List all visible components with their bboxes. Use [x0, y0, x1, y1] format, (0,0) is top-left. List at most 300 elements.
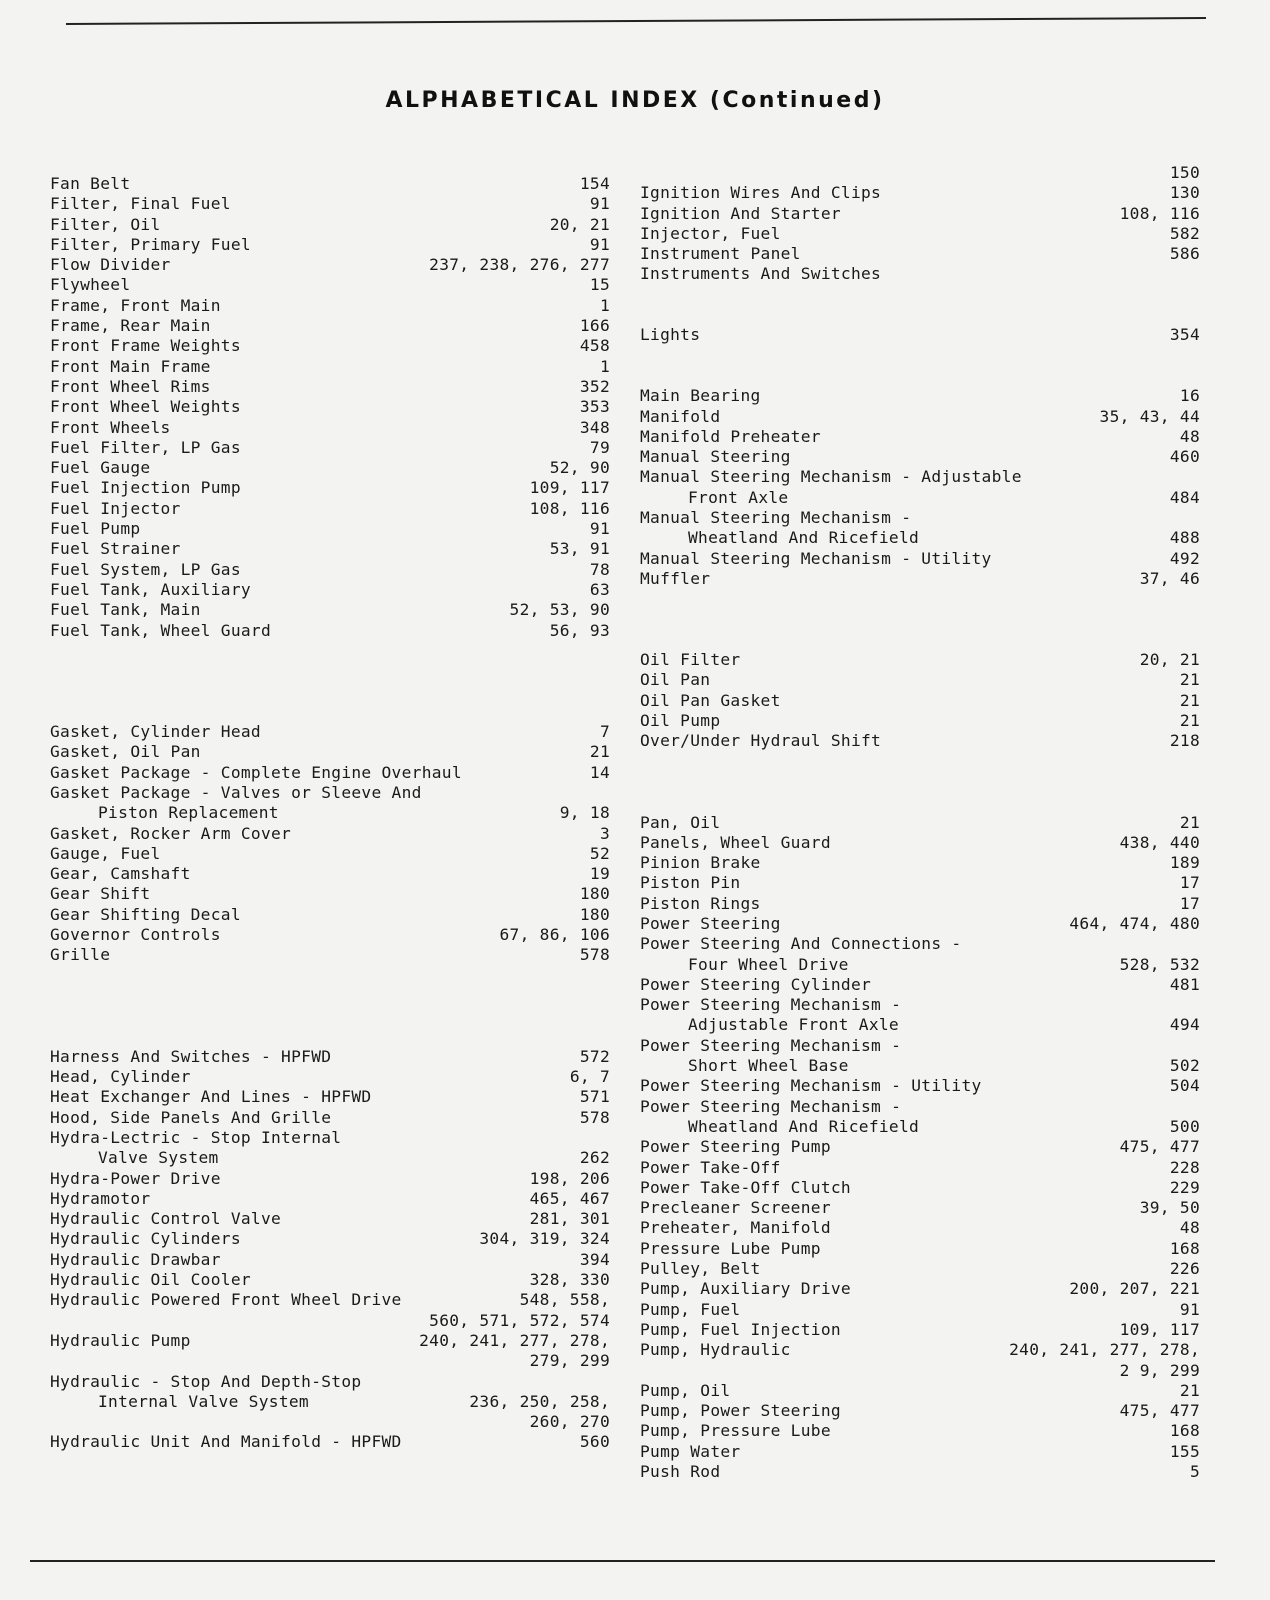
entry-name: Gear, Camshaft: [50, 864, 191, 884]
entry-name: Power Steering Pump: [640, 1137, 831, 1157]
entry-name: Hydraulic Control Valve: [50, 1209, 282, 1229]
index-entry: [50, 1148, 610, 1168]
entry-name: Flywheel: [50, 275, 131, 295]
entry-pages: 15: [589, 275, 610, 295]
left-index-column: [50, 174, 610, 1453]
entry-pages: 180: [579, 904, 610, 924]
entry-name: Hydramotor: [50, 1188, 151, 1208]
entry-pages: 63: [589, 579, 610, 599]
entry-name: Main Bearing: [640, 386, 761, 406]
index-entry: [50, 255, 610, 275]
entry-name: Hydraulic Cylinders: [50, 1229, 241, 1249]
index-entry: [640, 325, 1200, 345]
entry-name: Power Steering Mechanism - Utility: [640, 1076, 982, 1096]
index-entry: [640, 1137, 1200, 1157]
entry-name: Wheatland And Ricefield: [688, 1116, 920, 1136]
entry-pages: 200, 207, 221: [1069, 1279, 1200, 1299]
index-entry: [50, 864, 610, 884]
entry-pages: 353: [579, 397, 610, 417]
entry-name: Four Wheel Drive: [688, 954, 849, 974]
entry-name: Fuel Tank, Auxiliary: [50, 579, 251, 599]
index-entry: [640, 934, 1200, 954]
entry-pages: 108, 116: [1119, 203, 1200, 223]
entry-name: Hood, Side Panels And Grille: [50, 1107, 332, 1127]
index-entry: [640, 528, 1200, 548]
entry-name: Hydraulic - Stop And Depth-Stop: [50, 1371, 362, 1391]
entry-pages: 328, 330: [529, 1270, 610, 1290]
section-spacer: [640, 366, 1200, 386]
index-entry: [50, 1128, 610, 1148]
entry-name: Manual Steering: [640, 447, 791, 467]
entry-name: Gear Shifting Decal: [50, 904, 241, 924]
entry-name: Pump, Fuel Injection: [640, 1319, 841, 1339]
entry-pages: 168: [1169, 1238, 1200, 1258]
entry-name: Heat Exchanger And Lines - HPFWD: [50, 1087, 372, 1107]
entry-pages: 9, 18: [559, 803, 610, 823]
index-entry: [640, 670, 1200, 690]
index-entry: [50, 803, 610, 823]
entry-pages: 481: [1169, 974, 1200, 994]
entry-pages: 465, 467: [529, 1188, 610, 1208]
entry-name: Fuel Tank, Main: [50, 600, 201, 620]
entry-pages: 48: [1179, 1218, 1200, 1238]
entry-name: Filter, Oil: [50, 214, 161, 234]
entry-name: Frame, Front Main: [50, 295, 221, 315]
entry-name: Filter, Primary Fuel: [50, 234, 251, 254]
entry-pages: 150: [1169, 163, 1200, 182]
index-entry: [50, 499, 610, 519]
index-entry: [50, 336, 610, 356]
entry-pages: 21: [589, 742, 610, 762]
section-spacer: [640, 285, 1200, 305]
entry-pages: 37, 46: [1139, 568, 1200, 588]
entry-pages: 458: [579, 336, 610, 356]
entry-pages: 17: [1179, 873, 1200, 893]
entry-pages: 91: [1179, 1299, 1200, 1319]
index-entry: [50, 1432, 610, 1452]
entry-pages: 586: [1169, 244, 1200, 264]
index-entry: [640, 407, 1200, 427]
index-entry: [50, 438, 610, 458]
entry-pages: 21: [1179, 812, 1200, 832]
entry-pages: 281, 301: [529, 1209, 610, 1229]
index-entry: [50, 1250, 610, 1270]
index-entry: [50, 1169, 610, 1189]
index-entry: [50, 742, 610, 762]
entry-name: Hydraulic Powered Front Wheel Drive: [50, 1290, 402, 1310]
entry-name: Front Main Frame: [50, 356, 211, 376]
entry-pages: 52, 90: [549, 458, 610, 478]
section-spacer: [50, 681, 610, 701]
index-entry: [640, 1320, 1200, 1340]
page-title: ALPHABETICAL INDEX (Continued): [385, 88, 885, 113]
entry-name: Oil Pan Gasket: [640, 690, 781, 710]
entry-pages: 528, 532: [1119, 954, 1200, 974]
entry-name: Flow Divider: [50, 255, 171, 275]
entry-pages: 78: [589, 559, 610, 579]
entry-name: Manifold Preheater: [640, 426, 821, 446]
entry-name: Preheater, Manifold: [640, 1218, 831, 1238]
entry-pages: 464, 474, 480: [1069, 913, 1200, 933]
entry-name: Muffler: [640, 568, 711, 588]
index-entry: [50, 1392, 610, 1412]
index-entry: [640, 1279, 1200, 1299]
index-entry: [640, 1361, 1200, 1381]
entry-pages: 236, 250, 258,: [469, 1391, 610, 1411]
right-index-column: [640, 163, 1200, 1482]
index-entry: [640, 508, 1200, 528]
entry-name: Pressure Lube Pump: [640, 1238, 821, 1258]
entry-pages: 548, 558,: [519, 1290, 610, 1310]
section-spacer: [640, 630, 1200, 650]
section-spacer: [50, 966, 610, 986]
entry-name: Pan, Oil: [640, 812, 721, 832]
entry-name: Fuel Injector: [50, 498, 181, 518]
index-entry: [640, 1239, 1200, 1259]
entry-name: Fuel Pump: [50, 519, 141, 539]
index-entry: [640, 1158, 1200, 1178]
index-entry: [640, 813, 1200, 833]
entry-name: Piston Replacement: [98, 803, 279, 823]
entry-pages: 352: [579, 376, 610, 396]
entry-name: Governor Controls: [50, 924, 221, 944]
entry-pages: 571: [579, 1087, 610, 1107]
entry-pages: 19: [589, 864, 610, 884]
entry-pages: 262: [579, 1148, 610, 1168]
entry-pages: 1: [599, 356, 610, 376]
entry-name: Fuel Strainer: [50, 539, 181, 559]
entry-pages: 502: [1169, 1056, 1200, 1076]
bottom-rule: [30, 1560, 1215, 1562]
index-entry: [640, 975, 1200, 995]
entry-name: Head, Cylinder: [50, 1067, 191, 1087]
entry-name: Pump, Oil: [640, 1380, 731, 1400]
index-entry: [640, 894, 1200, 914]
entry-pages: 7: [599, 722, 610, 742]
entry-pages: 3: [599, 823, 610, 843]
index-entry: [50, 722, 610, 742]
entry-name: Pump, Hydraulic: [640, 1340, 791, 1360]
entry-pages: 91: [589, 194, 610, 214]
index-entry: [50, 1311, 610, 1331]
index-entry: [640, 467, 1200, 487]
entry-name: Hydraulic Unit And Manifold - HPFWD: [50, 1432, 402, 1452]
entry-name: Front Axle: [688, 487, 789, 507]
entry-name: Oil Pump: [640, 711, 721, 731]
entry-pages: 109, 117: [1119, 1319, 1200, 1339]
entry-pages: 5: [1189, 1462, 1200, 1481]
entry-pages: 2 9, 299: [1119, 1360, 1200, 1380]
index-entry: [50, 621, 610, 641]
entry-pages: 578: [579, 1107, 610, 1127]
index-entry: [50, 539, 610, 559]
index-section: [640, 650, 1200, 751]
entry-pages: 67, 86, 106: [499, 924, 610, 944]
index-entry: [50, 1067, 610, 1087]
entry-name: Front Wheels: [50, 417, 171, 437]
entry-pages: 52: [589, 843, 610, 863]
entry-name: Harness And Switches - HPFWD: [50, 1046, 332, 1066]
entry-pages: 6, 7: [569, 1067, 610, 1087]
index-entry: [50, 215, 610, 235]
entry-name: Pump, Auxiliary Drive: [640, 1279, 851, 1299]
entry-name: Manual Steering Mechanism -: [640, 508, 912, 528]
entry-name: Precleaner Screener: [640, 1198, 831, 1218]
entry-pages: 35, 43, 44: [1099, 406, 1200, 426]
entry-name: Ignition Wires And Clips: [640, 183, 882, 203]
index-entry: [50, 1412, 610, 1432]
index-entry: [640, 569, 1200, 589]
index-entry: [640, 183, 1200, 203]
entry-name: Hydraulic Oil Cooler: [50, 1270, 251, 1290]
index-entry: [50, 560, 610, 580]
entry-pages: 460: [1169, 447, 1200, 467]
index-entry: [50, 418, 610, 438]
entry-pages: 52, 53, 90: [509, 600, 610, 620]
entry-pages: 578: [579, 945, 610, 965]
entry-name: Pinion Brake: [640, 853, 761, 873]
index-entry: [50, 824, 610, 844]
entry-name: Power Steering: [640, 913, 781, 933]
entry-name: Over/Under Hydraul Shift: [640, 731, 882, 751]
entry-name: Front Wheel Weights: [50, 397, 241, 417]
index-entry: [50, 905, 610, 925]
entry-name: Pump, Fuel: [640, 1299, 741, 1319]
entry-name: Instrument Panel: [640, 244, 801, 264]
index-section: [640, 325, 1200, 345]
index-entry: [50, 1209, 610, 1229]
index-entry: [50, 580, 610, 600]
index-entry: [50, 844, 610, 864]
entry-name: Power Take-Off: [640, 1157, 781, 1177]
entry-name: Filter, Final Fuel: [50, 194, 231, 214]
entry-name: Injector, Fuel: [640, 223, 781, 243]
entry-pages: 572: [579, 1046, 610, 1066]
section-spacer: [640, 752, 1200, 772]
index-entry: [640, 731, 1200, 751]
entry-name: Pump, Pressure Lube: [640, 1421, 831, 1441]
entry-name: Pulley, Belt: [640, 1259, 761, 1279]
index-entry: [50, 945, 610, 965]
entry-name: Gasket, Oil Pan: [50, 742, 201, 762]
entry-name: Gasket Package - Complete Engine Overhaul: [50, 762, 462, 782]
index-entry: [640, 1198, 1200, 1218]
index-entry: [50, 1372, 610, 1392]
entry-pages: 240, 241, 277, 278,: [1009, 1340, 1200, 1360]
entry-pages: 109, 117: [529, 478, 610, 498]
entry-pages: 154: [579, 174, 610, 193]
index-entry: [640, 1462, 1200, 1482]
entry-name: Manifold: [640, 406, 721, 426]
entry-name: Short Wheel Base: [688, 1056, 849, 1076]
section-spacer: [50, 641, 610, 661]
index-entry: [640, 224, 1200, 244]
entry-name: Hydra-Lectric - Stop Internal: [50, 1127, 342, 1147]
entry-pages: 20, 21: [549, 214, 610, 234]
entry-pages: 48: [1179, 426, 1200, 446]
index-entry: [50, 519, 610, 539]
index-entry: [640, 1381, 1200, 1401]
index-entry: [640, 427, 1200, 447]
entry-name: Fuel Gauge: [50, 458, 151, 478]
index-entry: [640, 1401, 1200, 1421]
entry-name: Grille: [50, 945, 111, 965]
entry-name: Gasket, Cylinder Head: [50, 722, 261, 742]
index-section: [640, 813, 1200, 1483]
entry-pages: 279, 299: [529, 1351, 610, 1371]
entry-name: Front Frame Weights: [50, 336, 241, 356]
entry-name: Fan Belt: [50, 174, 131, 193]
entry-pages: 21: [1179, 670, 1200, 690]
entry-pages: 14: [589, 762, 610, 782]
entry-pages: 492: [1169, 548, 1200, 568]
entry-pages: 53, 91: [549, 539, 610, 559]
entry-pages: 228: [1169, 1157, 1200, 1177]
section-spacer: [640, 305, 1200, 325]
index-entry: [640, 1076, 1200, 1096]
entry-pages: 108, 116: [529, 498, 610, 518]
index-entry: [640, 650, 1200, 670]
section-spacer: [50, 986, 610, 1006]
entry-name: Panels, Wheel Guard: [640, 832, 831, 852]
index-entry: [50, 275, 610, 295]
entry-name: Lights: [640, 325, 701, 345]
entry-pages: 130: [1169, 183, 1200, 203]
index-entry: [640, 447, 1200, 467]
entry-pages: 229: [1169, 1177, 1200, 1197]
entry-name: Adjustable Front Axle: [688, 1015, 899, 1035]
section-spacer: [50, 661, 610, 681]
index-entry: [640, 995, 1200, 1015]
entry-name: Power Steering Mechanism -: [640, 1035, 902, 1055]
index-entry: [640, 833, 1200, 853]
index-entry: [640, 264, 1200, 284]
entry-pages: 155: [1169, 1441, 1200, 1461]
index-entry: [640, 1300, 1200, 1320]
entry-name: Pump, Power Steering: [640, 1401, 841, 1421]
index-entry: [50, 600, 610, 620]
index-entry: [50, 763, 610, 783]
index-entry: [640, 1036, 1200, 1056]
entry-pages: 240, 241, 277, 278,: [419, 1330, 610, 1350]
index-entry: [50, 1108, 610, 1128]
entry-name: Piston Pin: [640, 873, 741, 893]
index-entry: [640, 244, 1200, 264]
entry-pages: 21: [1179, 690, 1200, 710]
index-entry: [640, 1259, 1200, 1279]
entry-name: Fuel Tank, Wheel Guard: [50, 620, 272, 640]
index-entry: [50, 316, 610, 336]
entry-pages: 189: [1169, 853, 1200, 873]
index-section: [50, 722, 610, 966]
index-section: [640, 163, 1200, 285]
entry-name: Power Steering Mechanism -: [640, 1096, 902, 1116]
entry-pages: 180: [579, 884, 610, 904]
index-entry: [50, 458, 610, 478]
entry-name: Fuel Filter, LP Gas: [50, 437, 241, 457]
entry-pages: 560: [579, 1432, 610, 1452]
entry-pages: 504: [1169, 1076, 1200, 1096]
index-entry: [640, 1340, 1200, 1360]
entry-pages: 91: [589, 234, 610, 254]
section-spacer: [640, 772, 1200, 792]
entry-pages: 1: [599, 295, 610, 315]
index-entry: [50, 377, 610, 397]
section-spacer: [640, 346, 1200, 366]
entry-pages: 56, 93: [549, 620, 610, 640]
entry-name: Power Steering Cylinder: [640, 974, 872, 994]
entry-name: Oil Pan: [640, 670, 711, 690]
index-entry: [50, 478, 610, 498]
index-entry: [50, 1331, 610, 1351]
index-entry: [640, 1117, 1200, 1137]
section-spacer: [50, 702, 610, 722]
entry-name: Instruments And Switches: [640, 264, 882, 284]
index-entry: [50, 174, 610, 194]
index-section: [50, 174, 610, 641]
index-entry: [640, 386, 1200, 406]
index-entry: [640, 955, 1200, 975]
entry-name: Hydra-Power Drive: [50, 1168, 221, 1188]
entry-pages: 198, 206: [529, 1168, 610, 1188]
index-entry: [640, 1178, 1200, 1198]
entry-pages: 39, 50: [1139, 1198, 1200, 1218]
entry-name: Gear Shift: [50, 884, 151, 904]
entry-pages: 475, 477: [1119, 1137, 1200, 1157]
entry-name: Push Rod: [640, 1462, 721, 1481]
entry-pages: 166: [579, 316, 610, 336]
entry-pages: 500: [1169, 1116, 1200, 1136]
index-entry: [640, 163, 1200, 183]
entry-pages: 348: [579, 417, 610, 437]
entry-name: Internal Valve System: [98, 1391, 309, 1411]
entry-pages: 79: [589, 437, 610, 457]
index-entry: [50, 1290, 610, 1310]
index-section: [640, 386, 1200, 589]
entry-pages: 494: [1169, 1015, 1200, 1035]
entry-name: Frame, Rear Main: [50, 316, 211, 336]
entry-pages: 260, 270: [529, 1412, 610, 1432]
index-entry: [50, 357, 610, 377]
index-entry: [50, 397, 610, 417]
entry-pages: 168: [1169, 1421, 1200, 1441]
index-entry: [640, 204, 1200, 224]
index-entry: [50, 194, 610, 214]
entry-name: Hydraulic Pump: [50, 1330, 191, 1350]
index-entry: [50, 783, 610, 803]
index-entry: [50, 1229, 610, 1249]
entry-name: Power Steering Mechanism -: [640, 995, 902, 1015]
entry-name: Oil Filter: [640, 650, 741, 670]
entry-pages: 21: [1179, 1380, 1200, 1400]
entry-name: Manual Steering Mechanism - Utility: [640, 548, 992, 568]
entry-pages: 20, 21: [1139, 650, 1200, 670]
index-section: [50, 1047, 610, 1453]
entry-name: Fuel Injection Pump: [50, 478, 241, 498]
entry-pages: 475, 477: [1119, 1401, 1200, 1421]
entry-pages: 484: [1169, 487, 1200, 507]
entry-pages: 237, 238, 276, 277: [429, 255, 610, 275]
entry-name: Gauge, Fuel: [50, 843, 161, 863]
index-entry: [640, 1218, 1200, 1238]
entry-name: Power Steering And Connections -: [640, 934, 962, 954]
entry-name: Ignition And Starter: [640, 203, 841, 223]
entry-name: Valve System: [98, 1148, 219, 1168]
entry-pages: 304, 319, 324: [479, 1229, 610, 1249]
index-entry: [640, 1421, 1200, 1441]
index-entry: [640, 711, 1200, 731]
index-entry: [50, 1189, 610, 1209]
